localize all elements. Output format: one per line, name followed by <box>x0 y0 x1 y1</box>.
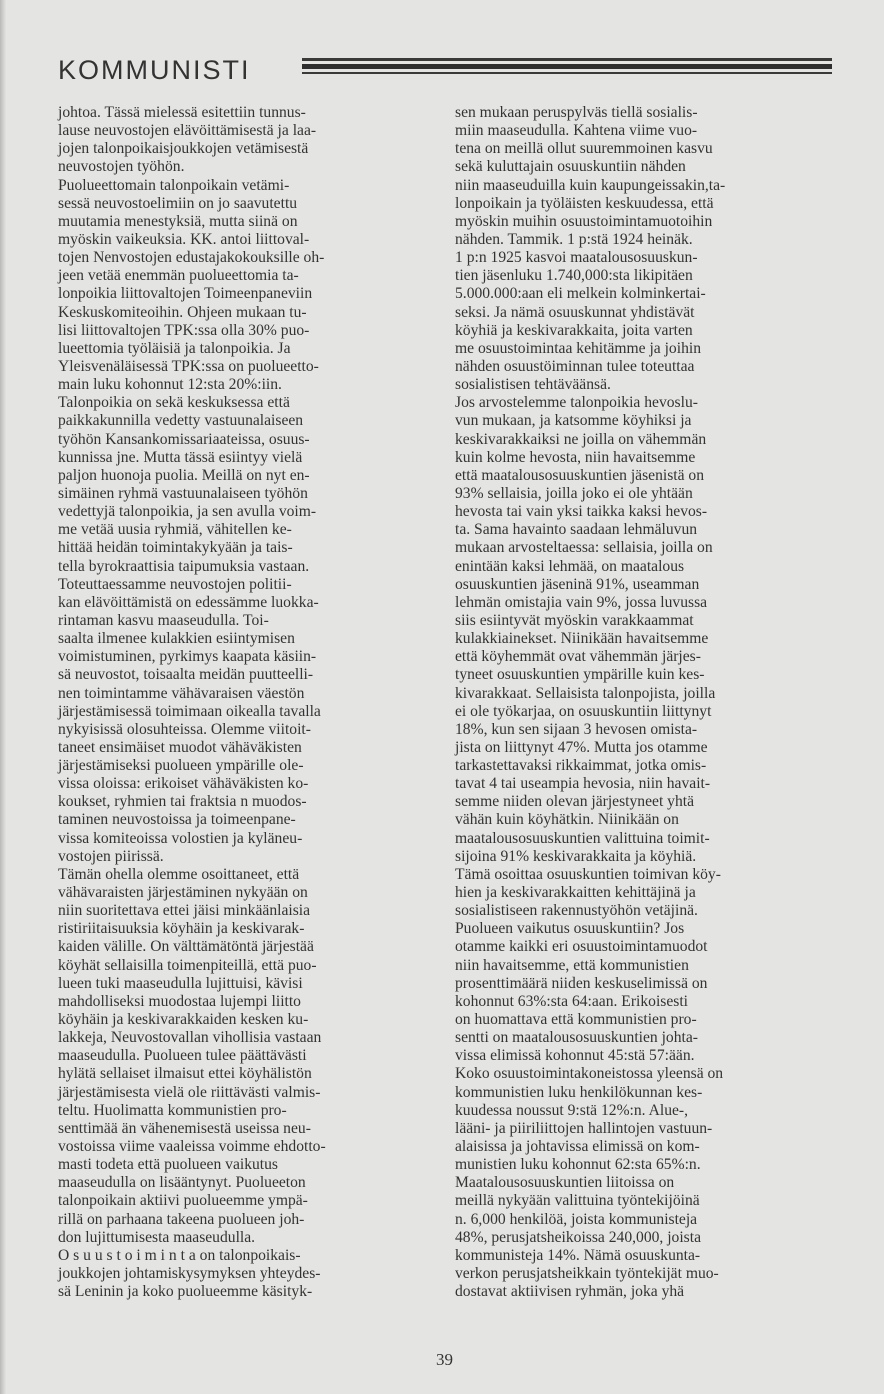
magazine-title: KOMMUNISTI <box>58 55 251 85</box>
text-line: enintään kaksi lehmää, on maatalous <box>455 557 685 575</box>
text-line: että köyhemmät ovat vähemmän järjes- <box>455 648 701 666</box>
text-line: köyhäin ja keskivarakkaiden kesken ku- <box>58 1011 309 1029</box>
text-line: sosialistisen tehtäväänsä. <box>455 376 611 394</box>
text-line: kulakkiainekset. Niinikään havaitsemme <box>455 630 709 648</box>
text-line: sessä neuvostoelimiin on jo saavutettu <box>58 194 298 212</box>
text-line: köyhiä ja keskivarakkaita, joita varten <box>455 321 693 339</box>
text-line: järjestämiseksi puolueen ympärille ole- <box>58 757 304 775</box>
text-line: kan elävöittämistä on edessämme luokka- <box>58 593 319 611</box>
text-line: niin suoritettava ettei jäisi minkäänlaisia <box>58 902 311 920</box>
text-line: Keskuskomiteoihin. Ohjeen mukaan tu- <box>58 303 307 321</box>
text-line: nähden osuustöiminnan tulee toteuttaa <box>455 357 695 375</box>
text-line: hien ja keskivarakkaitten kehittäjinä ja <box>455 884 696 902</box>
text-line: järjestämisessä toimimaan oikealla tavalla <box>58 702 321 720</box>
text-line: kommunisteja 14%. Nämä osuuskunta- <box>455 1246 701 1264</box>
text-line: lehmän omistajia vain 9%, jossa luvussa <box>455 593 708 611</box>
text-line: kuin kolme hevosta, niin havaitsemme <box>455 448 696 466</box>
text-line: rillä on parhaana takeena puolueen joh- <box>58 1210 305 1228</box>
text-line: paikkakunnilla vedetty vastuunalaiseen <box>58 412 304 430</box>
text-line: kommunistien luku henkilökunnan kes- <box>455 1083 703 1101</box>
text-line: johtoa. Tässä mielessä esitettiin tunnus- <box>58 104 306 121</box>
text-line: n. 6,000 henkilöä, joista kommunisteja <box>455 1210 698 1228</box>
text-line: koukset, ryhmien tai fraktsia n muodos- <box>58 793 307 811</box>
text-line: otamme kaikki eri osuustoimintamuodot <box>455 938 708 956</box>
text-line: main luku kohonnut 12:sta 20%:iin. <box>58 376 282 394</box>
text-line: dostavat aktiivisen ryhmän, joka yhä <box>455 1283 685 1301</box>
text-line: don lujittumisesta maaseudulla. <box>58 1228 256 1246</box>
text-line: tojen Nenvostojen edustajakokouksille oh- <box>58 249 325 267</box>
text-line: Tämä osoittaa osuuskuntien toimivan köy- <box>455 865 721 883</box>
text-line: vostojen piirissä. <box>58 847 164 865</box>
text-line: tyneet osuuskuntien ympärille kuin kes- <box>455 666 705 684</box>
text-line: että maatalousosuuskuntien jäsenistä on <box>455 466 705 484</box>
text-line: lueettomia työläisiä ja talonpoikia. Ja <box>58 339 291 357</box>
text-line: miin maaseudulla. Kahtena viime vuo- <box>455 122 698 140</box>
text-line: järjestämisesta vielä ole riittävästi valmis- <box>58 1083 321 1101</box>
text-line: tarkastettavaksi rikkaimmat, jotka omis- <box>455 757 707 775</box>
text-line: mukaan arvosteltaessa: sellaisia, joilla on <box>455 539 713 557</box>
text-line: työhön Kansankomissariaateissa, osuus- <box>58 430 310 448</box>
text-line: maaseudulla on lisääntynyt. Puolueeton <box>58 1174 306 1192</box>
text-line: sen mukaan peruspylväs tiellä sosialis- <box>455 104 698 121</box>
text-line: jeen vetää enemmän puolueettomia ta- <box>58 267 299 285</box>
text-line: lonpoikain ja työläisten keskuudessa, että <box>455 194 714 212</box>
text-line: semme niiden olevan järjestyneet yhtä <box>455 793 695 811</box>
text-line: taminen neuvostoissa ja toimeenpane- <box>58 811 296 829</box>
page-header <box>58 54 838 94</box>
text-line: meillä nykyään valittuina työntekijöinä <box>455 1192 700 1210</box>
text-line: lonpoikia liittovaltojen Toimeenpaneviin <box>58 285 313 303</box>
header-rule <box>302 58 832 74</box>
text-line: 93% sellaisia, joilla joko ei ole yhtään <box>455 484 693 502</box>
text-line: maaseudulla. Puolueen tulee päättävästi <box>58 1047 307 1065</box>
text-line: siis esiintyvät myöskin varakkaammat <box>455 611 694 629</box>
page-binding-edge <box>0 0 6 1394</box>
text-line: seksi. Ja nämä osuuskunnat yhdistävät <box>455 303 695 321</box>
text-line: masti todeta että puolueen vaikutus <box>58 1156 278 1174</box>
text-line: Maatalousosuuskuntien liitoissa on <box>455 1174 675 1192</box>
text-line: ta. Sama havainto saadaan lehmäluvun <box>455 521 698 539</box>
text-line: senttimää än vähenemisestä useissa neu- <box>58 1119 311 1137</box>
text-line: maatalousosuuskuntien valittuina toimit- <box>455 829 710 847</box>
text-line: tien jäsenluku 1.740,000:sta likipitäen <box>455 267 693 285</box>
text-line: voimistuminen, pyrkimys kaapata käsiin- <box>58 648 317 666</box>
text-line: myöskin vaikeuksia. KK. antoi liittoval- <box>58 230 310 248</box>
text-line: muutamia menestyksiä, mutta siinä on <box>58 212 298 230</box>
text-line: mahdolliseksi muodostaa lujempi liitto <box>58 992 301 1010</box>
text-line: vostoissa viime vaaleissa voimme ehdotto- <box>58 1138 326 1156</box>
text-line: tavat 4 tai useampia hevosia, niin havait- <box>455 775 711 793</box>
text-line: lueen tuki maaseudulla lujittuisi, kävisi <box>58 974 303 992</box>
text-line: 1 p:n 1925 kasvoi maatalousosuuskun- <box>455 249 698 267</box>
text-line: 5.000.000:aan eli melkein kolminkertai- <box>455 285 706 303</box>
text-line: hylätä sellaiset ilmaisut ettei köyhälistön <box>58 1065 312 1083</box>
text-line: on huomattava että kommunistien pro- <box>455 1011 697 1029</box>
text-line: Toteuttaessamme neuvostojen politii- <box>58 575 292 593</box>
text-line: vissa oloissa: erikoiset vähäväkisten ko- <box>58 775 309 793</box>
text-line: prosenttimäärä niiden keskuselimissä on <box>455 974 708 992</box>
text-line: myöskin muihin osuustoimintamuotoihin <box>455 212 713 230</box>
text-line: teltu. Huolimatta kommunistien pro- <box>58 1101 287 1119</box>
text-line: Puolueen vaikutus osuuskuntiin? Jos <box>455 920 685 938</box>
text-line: niin havaitsemme, että kommunistien <box>455 956 689 974</box>
text-line: ristiriitaisuuksia köyhäin ja keskivarak- <box>58 920 305 938</box>
text-line: taneet ensimäiset muodot vähäväkisten <box>58 738 302 756</box>
text-line: kivarakkaat. Sellaisista talonpojista, joilla <box>455 684 716 702</box>
text-line: sekä kuluttajain osuuskuntiin nähden <box>455 158 686 176</box>
text-line: lause neuvostojen elävöittämisestä ja laa- <box>58 122 317 140</box>
text-line: nen toimintamme vähävaraisen väestön <box>58 684 305 702</box>
text-line: simäinen ryhmä vastuunalaiseen työhön <box>58 484 308 502</box>
text-line: 48%, perusjatsheikoissa 240,000, joista <box>455 1228 702 1246</box>
text-line: vähän kuin köyhätkin. Niinikään on <box>455 811 679 829</box>
text-line: vedettyjä talonpoikia, ja sen avulla voim- <box>58 503 317 521</box>
text-line: kaiden välille. On välttämätöntä järjestää <box>58 938 314 956</box>
text-line: lakkeja, Neuvostovallan vihollisia vastaan <box>58 1029 322 1047</box>
text-line: osuuskuntien jäseninä 91%, useamman <box>455 575 700 593</box>
text-line: sijoina 91% keskivarakkaita ja köyhiä. <box>455 847 697 865</box>
text-line: tella byrokraattisia taipumuksia vastaan. <box>58 557 310 575</box>
text-line: Yleisvenäläisessä TPK:ssa on puolueetto- <box>58 357 319 375</box>
text-line: Talonpoikia on sekä keskuksessa että <box>58 394 290 412</box>
text-line: neuvostojen työhön. <box>58 158 185 176</box>
right-text-column <box>455 104 835 1301</box>
page-number: 39 <box>436 1350 453 1369</box>
text-line: me osuustoimintaa kehitämme ja joihin <box>455 339 701 357</box>
text-line: me vetää uusia ryhmiä, vähitellen ke- <box>58 521 292 539</box>
text-line: niin maaseuduilla kuin kaupungeissakin,ta- <box>455 176 726 194</box>
text-line: hittää heidän toimintakykyään ja tais- <box>58 539 293 557</box>
text-line: joukkojen johtamiskysymyksen yhteydes- <box>58 1265 321 1282</box>
text-line: hevosta tai vain yksi taikka kaksi hevos- <box>455 503 708 521</box>
text-line: verkon perusjatsheikkain työntekijät muo- <box>455 1265 719 1282</box>
text-line: lääni- ja piiriliittojen hallintojen vastuun- <box>455 1119 713 1137</box>
text-line: kuudessa noussut 9:stä 12%:n. Alue-, <box>455 1101 689 1119</box>
text-line: kunnissa jne. Mutta tässä esiintyy vielä <box>58 448 303 466</box>
text-line: saalta ilmenee kulakkien esiintymisen <box>58 630 295 648</box>
text-line: Koko osuustoimintakoneistossa yleensä on <box>455 1065 724 1083</box>
text-line: Puolueettomain talonpoikain vetämi- <box>58 176 290 194</box>
text-line: ei ole työkarjaa, on osuuskuntiin liittynyt <box>455 702 712 720</box>
text-line: köyhät sellaisilla toimenpiteillä, että puo- <box>58 956 317 974</box>
text-line: nykyisissä olosuhteissa. Olemme viitoit- <box>58 720 311 738</box>
text-line: vähävaraisten järjestäminen nykyään on <box>58 884 308 902</box>
text-line: talonpoikain aktiivi puolueemme ympä- <box>58 1192 308 1210</box>
text-line: munistien luku kohonnut 62:sta 65%:n. <box>455 1156 701 1174</box>
text-line: vissa komiteoissa volostien ja kyläneu- <box>58 829 303 847</box>
left-text-column <box>58 104 438 1301</box>
text-line: rintaman kasvu maaseudulla. Toi- <box>58 611 269 629</box>
text-line: nähden. Tammik. 1 p:stä 1924 heinäk. <box>455 230 693 248</box>
text-line: O s u u s t o i m i n t a on talonpoikais- <box>58 1246 301 1264</box>
text-line: sä Leninin ja koko puolueemme käsityk- <box>58 1283 313 1301</box>
text-line: paljon huonoja puolia. Meillä on nyt en- <box>58 466 310 484</box>
text-line: sosialistiseen rakennustyöhön vetäjinä. <box>455 902 698 920</box>
text-line: tena on meillä ollut suuremmoinen kasvu <box>455 140 713 158</box>
text-line: jojen talonpoikaisjoukkojen vetämisestä <box>58 140 309 158</box>
text-line: alaisissa ja johtavissa elimissä on kom- <box>455 1138 700 1156</box>
text-line: jista on liittynyt 47%. Mutta jos otamme <box>455 738 708 756</box>
text-line: lisi liittovaltojen TPK:ssa olla 30% puo- <box>58 321 310 339</box>
text-line: Jos arvostelemme talonpoikia hevoslu- <box>455 394 698 412</box>
text-line: vun mukaan, ja katsomme köyhiksi ja <box>455 412 692 430</box>
text-line: 18%, kun sen sijaan 3 hevosen omista- <box>455 720 698 738</box>
text-line: sä neuvostot, toisaalta meidän puutteelli- <box>58 666 314 684</box>
text-line: Tämän ohella olemme osoittaneet, että <box>58 865 300 883</box>
text-line: keskivarakkaiksi ne joilla on vähemmän <box>455 430 707 448</box>
text-line: sentti on maatalousosuuskuntien johta- <box>455 1029 698 1047</box>
text-line: vissa elimissä kohonnut 45:stä 57:ään. <box>455 1047 695 1065</box>
text-line: kohonnut 63%:sta 64:aan. Erikoisesti <box>455 992 689 1010</box>
